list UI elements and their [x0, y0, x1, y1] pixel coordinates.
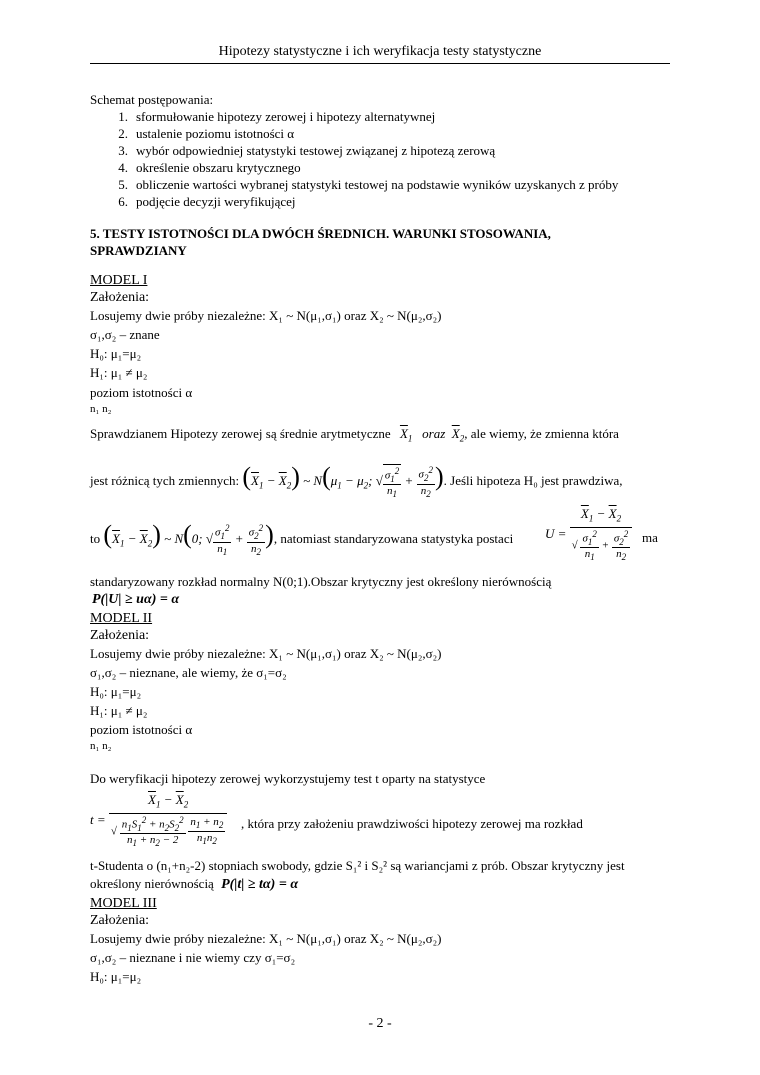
model1-roznica-line: jest różnicą tych zmiennych: $(\overline{X}_1 - \overline{X}_2)$ ~ $N(\mu_1 - \mu_2$; √ $\frac{\sigma_1^2}{n_1}$ + $\frac{\sigma_2^2}{n_2}$ ). Jeśli hipoteza H₀ jest prawdziwa, — [90, 462, 623, 500]
model3-title: MODEL III — [90, 896, 157, 911]
model2-do-weryfikacji: Do weryfikacji hipotezy zerowej wykorzystujemy test t oparty na statystyce — [90, 771, 486, 786]
model3-sigma: σ₁,σ₂ – nieznane i nie wiemy czy σ₁=σ₂ — [90, 950, 296, 965]
model2-zalozenia: Założenia: — [90, 628, 150, 643]
model1-title: MODEL I — [90, 273, 148, 288]
list-item: 4. określenie obszaru krytycznego — [118, 160, 301, 175]
model2-losujemy: Losujemy dwie próby niezależne: X₁ ~ N(μ₁,σ₁) oraz X₂ ~ N(μ₂,σ₂) — [90, 646, 442, 661]
model1-sigma: σ₁,σ₂ – znane — [90, 327, 160, 342]
model1-h1: H₁: μ₁ ≠ μ₂ — [90, 365, 148, 380]
model2-h1: H₁: μ₁ ≠ μ₂ — [90, 703, 148, 718]
list-item: 6. podjęcie decyzji weryfikującej — [118, 194, 296, 209]
u-statistic-formula: U = $\overline{X}_1 - \overline{X}_2$ √ $\frac{\sigma_1^2}{n_1}$ + $\frac{\sigma_2^2}{n_2}$ — [545, 506, 632, 564]
list-item: 1. sformułowanie hipotezy zerowej i hipotezy alternatywnej — [118, 109, 436, 124]
model2-sigma: σ₁,σ₂ – nieznane, ale wiemy, że σ₁=σ₂ — [90, 665, 287, 680]
header-rule — [90, 63, 670, 64]
section-heading-line1: 5. TESTY ISTOTNOŚCI DLA DWÓCH ŚREDNICH. WARUNKI STOSOWANIA, — [90, 226, 551, 241]
null-distribution-formula: $(\overline{X}_1 - \overline{X}_2)$ ~ N(0; √ $\frac{\sigma_1^2}{n_1}$ + $\frac{\sigma_2^2}{n_2}$ ) — [103, 520, 274, 558]
model1-rozklad: standaryzowany rozkład normalny N(0;1).Obszar krytyczny jest określony nierównością — [90, 574, 552, 589]
model2-tstudent: t-Studenta o (n₁+n₂-2) stopniach swobody, gdzie S₁² i S₂² są wariancjami z prób. Obszar krytyczny jest — [90, 858, 625, 873]
t-statistic-formula: t = $\overline{X}_1 - \overline{X}_2$ √ $\frac{n_1S_1^2 + n_2S_2^2}{n_1 + n_2 - 2}$ $\frac{n_1 + n_2}{n_1n_2}$ — [90, 792, 227, 850]
model2-title: MODEL II — [90, 611, 153, 626]
model3-zalozenia: Założenia: — [90, 913, 150, 928]
model1-losujemy: Losujemy dwie próby niezależne: X₁ ~ N(μ₁,σ₁) oraz X₂ ~ N(μ₂,σ₂) — [90, 308, 442, 323]
list-item: 5. obliczenie wartości wybranej statystyki testowej na podstawie wyników uzyskanych z próby — [118, 177, 619, 192]
model2-okreslony-line: określony nierównością P(|t| ≥ tα) = α — [90, 876, 299, 892]
schemat-intro: Schemat postępowania: — [90, 92, 214, 107]
model1-h0: H₀: μ₁=μ₂ — [90, 346, 142, 361]
model1-sprawdzian-line: Sprawdzianem Hipotezy zerowej są średnie arytmetyczne $\overline{X}_1$ oraz $\overline{X}_2$, ale wiemy, że zmienna która — [90, 426, 619, 444]
model1-zalozenia: Założenia: — [90, 290, 150, 305]
model1-to-line: to $(\overline{X}_1 - \overline{X}_2)$ ~ N(0; √ $\frac{\sigma_1^2}{n_1}$ + $\frac{\sigma_2^2}{n_2}$ ), natomiast standaryzowana statystyka postaci — [90, 520, 514, 558]
distribution-formula: $(\overline{X}_1 - \overline{X}_2)$ ~ $N(\mu_1 - \mu_2$; √ $\frac{\sigma_1^2}{n_1}$ + $\frac{\sigma_2^2}{n_2}$ ) — [242, 462, 444, 500]
model1-ma: ma — [642, 530, 658, 545]
model3-h0: H₀: μ₁=μ₂ — [90, 969, 142, 984]
list-item: 3. wybór odpowiedniej statystyki testowej związanej z hipotezą zerową — [118, 143, 496, 158]
model1-critical-region: P(|U| ≥ uα) = α — [92, 592, 180, 607]
model2-ktora: , która przy założeniu prawdziwości hipotezy zerowej ma rozkład — [241, 816, 583, 831]
mean-x1-formula: $\overline{X}_1$ oraz $\overline{X}_2$ — [399, 426, 465, 444]
model3-losujemy: Losujemy dwie próby niezależne: X₁ ~ N(μ₁,σ₁) oraz X₂ ~ N(μ₂,σ₂) — [90, 931, 442, 946]
model2-poziom: poziom istotności α — [90, 722, 193, 737]
model2-critical-region: P(|t| ≥ tα) = α — [221, 877, 299, 892]
list-item: 2. ustalenie poziomu istotności α — [118, 126, 295, 141]
model2-h0: H₀: μ₁=μ₂ — [90, 684, 142, 699]
page-header: Hipotezy statystyczne i ich weryfikacja testy statystyczne — [218, 44, 542, 59]
model1-poziom: poziom istotności α — [90, 385, 193, 400]
section-heading-line2: SPRAWDZIANY — [90, 243, 187, 258]
page-number: - 2 - — [368, 1016, 392, 1031]
model2-n: n₁ n₂ — [90, 740, 112, 752]
model1-n: n₁ n₂ — [90, 403, 112, 415]
